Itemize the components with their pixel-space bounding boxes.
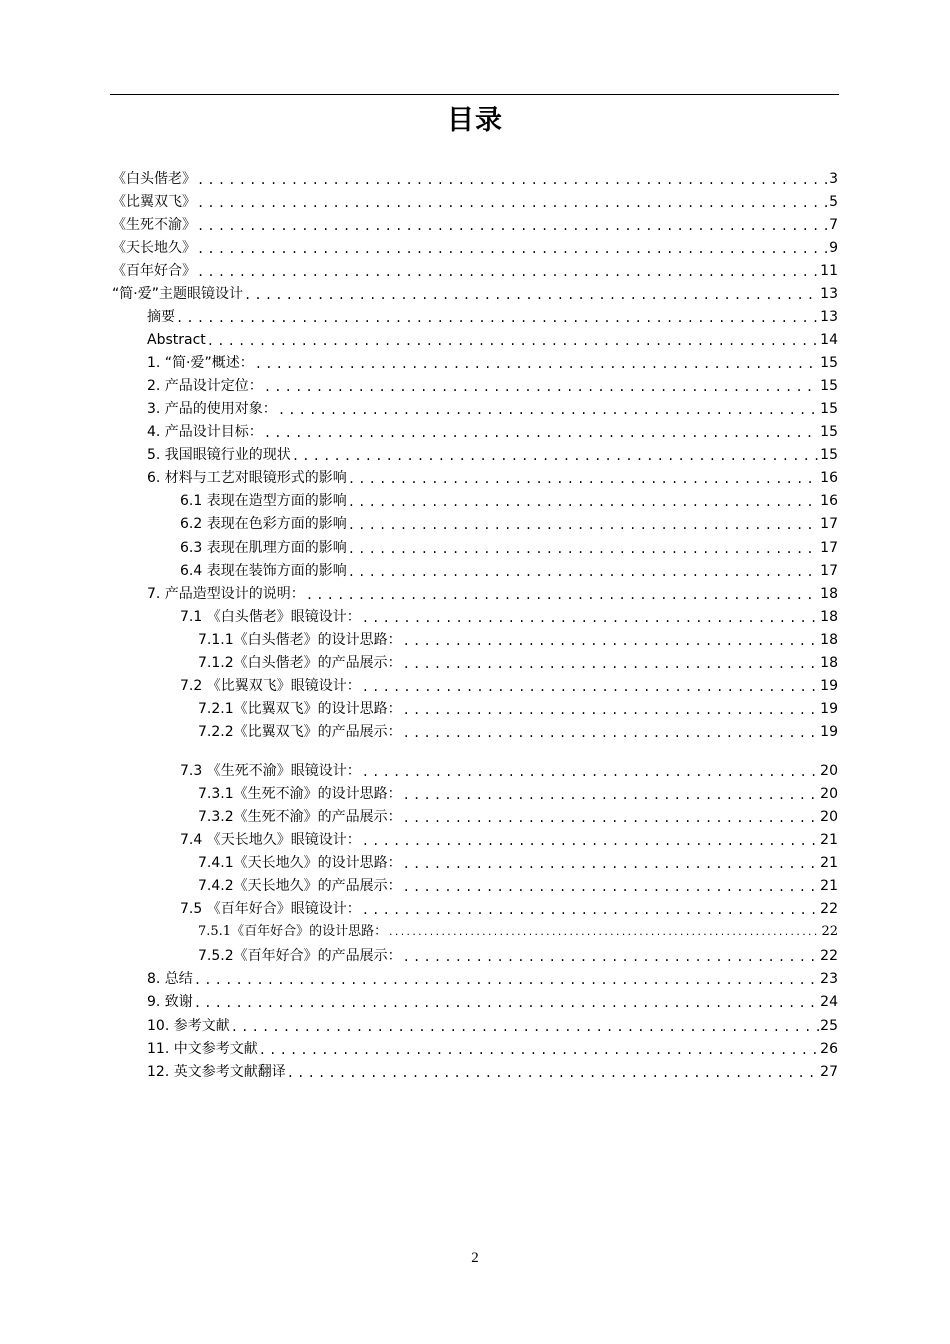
toc-entry-label: 9. 致谢 (147, 994, 193, 1010)
toc-entry[interactable] (198, 849, 838, 872)
toc-entry-page: 16 (820, 493, 838, 509)
toc-entry-page: 20 (820, 763, 838, 779)
toc-entry-page: 19 (820, 701, 838, 717)
toc-entry[interactable] (147, 988, 838, 1011)
toc-entry[interactable] (112, 165, 838, 188)
toc-entry-page: 18 (820, 609, 838, 625)
toc-entry[interactable] (112, 280, 838, 303)
toc-entry[interactable] (198, 872, 838, 895)
toc-entry-label: 3. 产品的使用对象： (147, 401, 277, 417)
toc-entry[interactable] (198, 649, 838, 672)
toc-entry[interactable] (180, 895, 838, 918)
toc-entry-label: 12. 英文参考文献翻译 (147, 1064, 286, 1080)
dot-leader (259, 1042, 819, 1058)
dot-leader (362, 764, 819, 780)
toc-entry-label: 《白头偕老》 (112, 171, 196, 187)
toc-entry-label: 7. 产品造型设计的说明： (147, 586, 305, 602)
toc-entry-page: 17 (820, 540, 838, 556)
toc-entry[interactable] (198, 780, 838, 803)
dot-leader (194, 972, 819, 988)
toc-entry-label: 6.4 表现在装饰方面的影响 (180, 563, 347, 579)
toc-entry-page: 25 (820, 1018, 838, 1034)
toc-entry-label: 6.1 表现在造型方面的影响 (180, 493, 347, 509)
dot-leader (348, 517, 819, 533)
dot-leader (362, 902, 819, 918)
toc-entry-page: 22 (820, 948, 838, 964)
toc-entry[interactable] (112, 234, 838, 257)
toc-entry-page: 17 (820, 516, 838, 532)
dot-leader (197, 195, 828, 211)
toc-entry-label: 7.2.2《比翼双飞》的产品展示： (198, 724, 402, 740)
toc-entry-page: 18 (820, 632, 838, 648)
dot-leader (197, 172, 828, 188)
toc-entry-page: 14 (820, 332, 838, 348)
toc-entry-label: 7.4.1《天长地久》的设计思路： (198, 855, 402, 871)
toc-entry-page: 13 (820, 309, 838, 325)
page-title: 目录 (447, 105, 503, 136)
toc-entry-page: 17 (820, 563, 838, 579)
toc-entry-page: 3 (829, 171, 838, 187)
toc-entry-label: 7.3 《生死不渝》眼镜设计： (180, 763, 361, 779)
dot-leader (255, 356, 819, 372)
toc-entry[interactable] (198, 626, 838, 649)
toc-entry-page: 20 (820, 786, 838, 802)
toc-entry-page: 18 (820, 655, 838, 671)
toc-entry[interactable] (147, 349, 838, 372)
dot-leader (403, 633, 820, 649)
toc-entry-label: 6. 材料与工艺对眼镜形式的影响 (147, 470, 347, 486)
toc-entry[interactable] (112, 257, 838, 280)
dot-leader (362, 833, 819, 849)
toc-entry-label: Abstract (147, 332, 206, 348)
toc-entry-page: 21 (820, 855, 838, 871)
dot-leader (388, 925, 820, 941)
toc-entry[interactable] (198, 695, 838, 718)
toc-entry-label: 8. 总结 (147, 971, 193, 987)
toc-entry-page: 26 (820, 1041, 838, 1057)
toc-entry-label: 摘要 (147, 309, 175, 325)
toc-entry-label: 6.2 表现在色彩方面的影响 (180, 516, 347, 532)
toc-entry-label: 7.5 《百年好合》眼镜设计： (180, 901, 361, 917)
toc-entry-page: 9 (829, 240, 838, 256)
toc-entry[interactable] (180, 757, 838, 780)
toc-entry[interactable] (147, 303, 838, 326)
dot-leader (403, 787, 820, 803)
toc-entry[interactable] (180, 557, 838, 580)
dot-leader (403, 949, 820, 965)
toc-entry-page: 24 (820, 994, 838, 1010)
toc-entry-label: 《百年好合》 (112, 263, 196, 279)
toc-entry-page: 21 (820, 878, 838, 894)
toc-entry-label: 7.5.1《百年好合》的设计思路： (198, 924, 388, 939)
toc-entry[interactable] (147, 1012, 838, 1035)
toc-entry-label: 7.4.2《天长地久》的产品展示： (198, 878, 402, 894)
toc-entry[interactable] (147, 395, 838, 418)
toc-entry-label: 7.3.2《生死不渝》的产品展示： (198, 809, 402, 825)
toc-entry[interactable] (180, 672, 838, 695)
toc-entry-label: “简·爱”主题眼镜设计 (112, 286, 243, 302)
toc-entry-label: 4. 产品设计目标： (147, 424, 263, 440)
toc-entry-label: 7.1.2《白头偕老》的产品展示： (198, 655, 402, 671)
toc-entry[interactable] (180, 487, 838, 510)
toc-entry-page: 15 (820, 355, 838, 371)
dot-leader (194, 995, 819, 1011)
toc-entry-page: 27 (820, 1064, 838, 1080)
dot-leader (348, 541, 819, 557)
toc-entry[interactable] (180, 534, 838, 557)
page-number: 2 (471, 1250, 479, 1266)
dot-leader (278, 402, 819, 418)
toc-entry-page: 22 (821, 924, 838, 939)
dot-leader (403, 725, 820, 741)
toc-entry[interactable] (147, 441, 838, 464)
toc-entry-page: 19 (820, 724, 838, 740)
toc-entry-page: 5 (829, 194, 838, 210)
toc-entry-label: 7.2.1《比翼双飞》的设计思路： (198, 701, 402, 717)
toc-entry-label: 7.2 《比翼双飞》眼镜设计： (180, 678, 361, 694)
toc-entry[interactable] (198, 918, 838, 941)
toc-entry-page: 18 (820, 586, 838, 602)
toc-entry[interactable] (112, 211, 838, 234)
dot-leader (287, 1065, 819, 1081)
dot-leader (176, 310, 819, 326)
toc-entry-label: 11. 中文参考文献 (147, 1041, 258, 1057)
toc-entry-page: 15 (820, 401, 838, 417)
toc-entry-label: 10. 参考文献 (147, 1018, 230, 1034)
toc-entry-page: 7 (829, 217, 838, 233)
dot-leader (403, 702, 820, 718)
toc-entry-page: 15 (820, 447, 838, 463)
dot-leader (348, 471, 819, 487)
toc-entry[interactable] (147, 1035, 838, 1058)
toc-entry-page: 23 (820, 971, 838, 987)
toc-entry[interactable] (112, 188, 838, 211)
dot-leader (306, 587, 819, 603)
toc-entry-label: 7.4 《天长地久》眼镜设计： (180, 832, 361, 848)
dot-leader (348, 494, 819, 510)
dot-leader (197, 218, 828, 234)
toc-entry[interactable] (147, 372, 838, 395)
toc-entry[interactable] (147, 580, 838, 603)
dot-leader (244, 287, 819, 303)
dot-leader (403, 810, 820, 826)
toc-entry[interactable] (147, 326, 838, 349)
dot-leader (403, 856, 820, 872)
toc-entry-label: 7.1 《白头偕老》眼镜设计： (180, 609, 361, 625)
toc-entry[interactable] (180, 826, 838, 849)
toc-entry-label: 2. 产品设计定位： (147, 378, 263, 394)
dot-leader (348, 564, 819, 580)
toc-entry-label: 《生死不渝》 (112, 217, 196, 233)
toc-entry[interactable] (198, 718, 838, 741)
dot-leader (362, 679, 819, 695)
toc-entry[interactable] (198, 803, 838, 826)
toc-entry[interactable] (147, 965, 838, 988)
toc-entry[interactable] (147, 1058, 838, 1081)
toc-entry-label: 7.3.1《生死不渝》的设计思路： (198, 786, 402, 802)
dot-leader (207, 333, 819, 349)
toc-entry[interactable] (147, 418, 838, 441)
toc-entry[interactable] (180, 510, 838, 533)
toc-entry-page: 20 (820, 809, 838, 825)
toc-entry-page: 22 (820, 901, 838, 917)
dot-leader (197, 241, 828, 257)
toc-entry-page: 15 (820, 378, 838, 394)
toc-entry-page: 13 (820, 286, 838, 302)
toc-entry-page: 11 (820, 263, 838, 279)
toc-entry-page: 19 (820, 678, 838, 694)
dot-leader (403, 656, 820, 672)
dot-leader (403, 879, 820, 895)
toc-entry-label: 1. “简·爱”概述： (147, 355, 254, 371)
toc-entry-label: 6.3 表现在肌理方面的影响 (180, 540, 347, 556)
toc-entry-page: 15 (820, 424, 838, 440)
toc-entry-label: 《天长地久》 (112, 240, 196, 256)
dot-leader (264, 425, 819, 441)
dot-leader (197, 264, 819, 280)
toc-entry[interactable] (147, 464, 838, 487)
toc-entry-page: 21 (820, 832, 838, 848)
toc-entry-label: 7.5.2《百年好合》的产品展示： (198, 948, 402, 964)
dot-leader (362, 610, 819, 626)
dot-leader (264, 379, 819, 395)
dot-leader (231, 1019, 819, 1035)
toc-entry[interactable] (198, 942, 838, 965)
toc-entry-label: 5. 我国眼镜行业的现状 (147, 447, 291, 463)
toc-entry-label: 7.1.1《白头偕老》的设计思路： (198, 632, 402, 648)
toc-entry-label: 《比翼双飞》 (112, 194, 196, 210)
dot-leader (292, 448, 819, 464)
toc-entry[interactable] (180, 603, 838, 626)
toc-entry-page: 16 (820, 470, 838, 486)
